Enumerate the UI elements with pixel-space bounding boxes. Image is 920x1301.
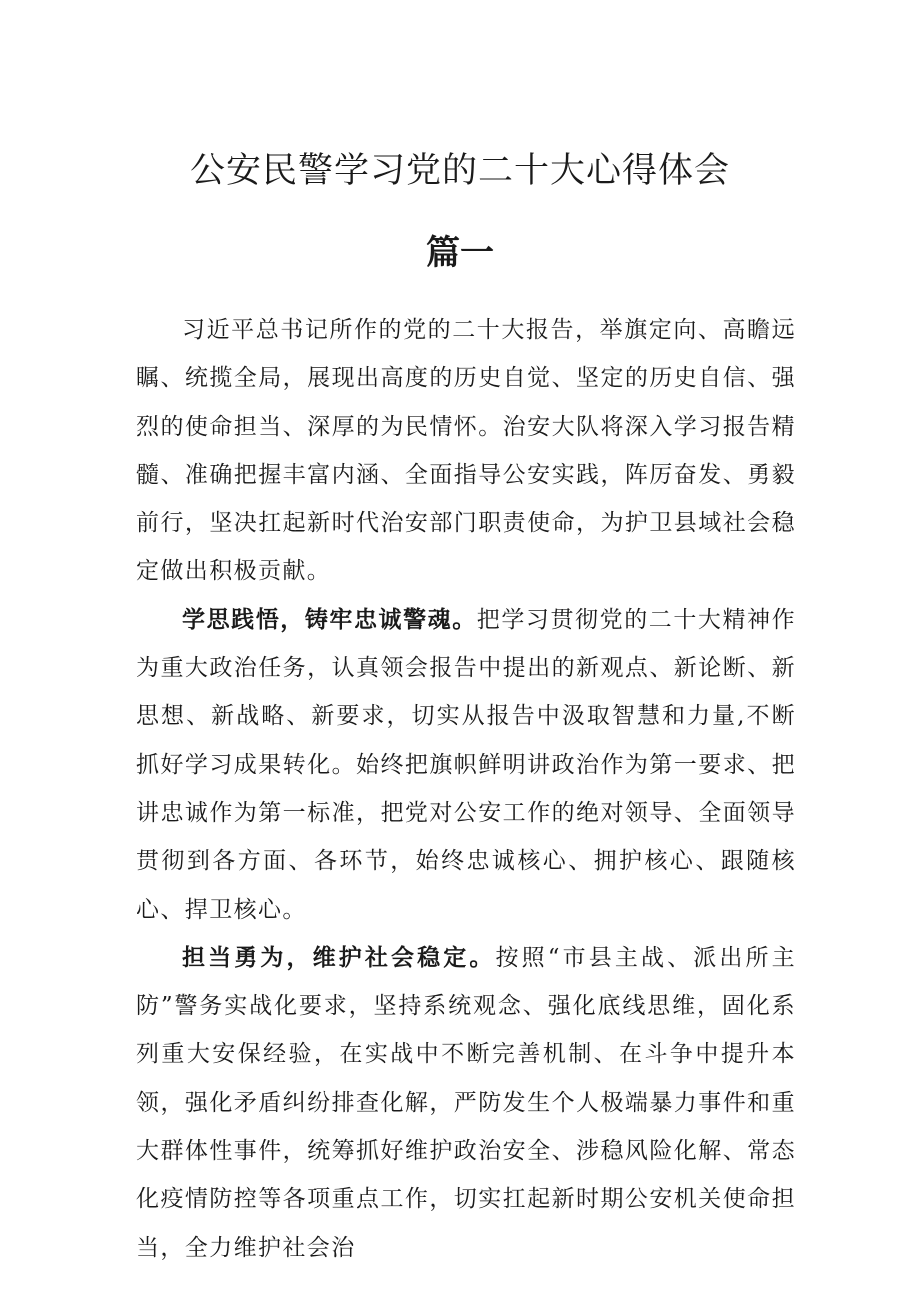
paragraph-lead: 担当勇为，维护社会稳定。 [182,944,496,971]
paragraph-text: 按照“市县主战、派出所主防”警务实战化要求，坚持系统观念、强化底线思维，固化系列重大安保经验，在实战中不断完善机制、在斗争中提升本领，强化矛盾纠纷排查化解，严防发生个人极端暴力事件和重大群体性事件，统筹抓好维护政治安全、涉稳风险化解、常态化疫情防控等各项重点工作，切实扛起新时期公安机关使命担当，全力维护社会治 [136,944,796,1261]
paragraph-lead: 学思践悟，铸牢忠诚警魂。 [182,606,477,633]
document-title: 公安民警学习党的二十大心得体会 [189,151,730,191]
paragraph-loyalty [136,596,796,934]
paragraph-text: 把学习贯彻党的二十大精神作为重大政治任务，认真领会报告中提出的新观点、新论断、新思想、新战略、新要求，切实从报告中汲取智慧和力量,不断抓好学习成果转化。始终把旗帜鲜明讲政治作为第一要求、把讲忠诚作为第一标准，把党对公安工作的绝对领导、全面领导贯彻到各方面、各环节，始终忠诚核心、拥护核心、跟随核心、捍卫核心。 [136,606,796,923]
document-body [136,306,796,1272]
paragraph-text: 习近平总书记所作的党的二十大报告，举旗定向、高瞻远瞩、统揽全局，展现出高度的历史自觉、坚定的历史自信、强烈的使命担当、深厚的为民情怀。治安大队将深入学习报告精髓、准确把握丰富内涵、全面指导公安实践，阵厉奋发、勇毅前行，坚决扛起新时代治安部门职责使命，为护卫县域社会稳定做出积极贡献。 [136,317,796,585]
document-subtitle: 篇一 [426,233,494,273]
paragraph-intro [136,306,796,596]
paragraph-stability [136,934,796,1272]
